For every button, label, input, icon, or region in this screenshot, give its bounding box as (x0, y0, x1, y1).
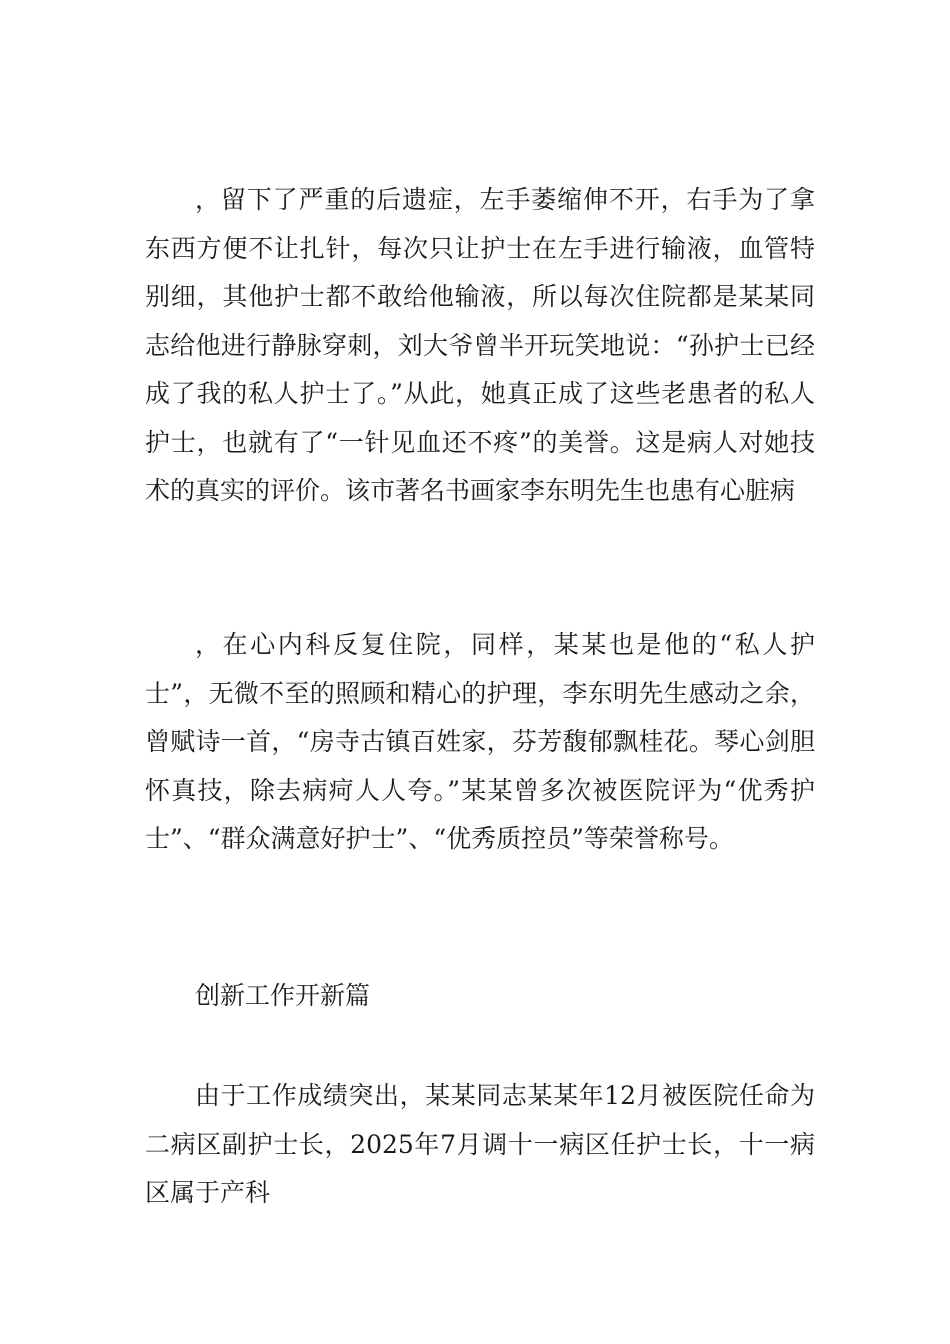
body-paragraph: ，在心内科反复住院，同样，某某也是他的“私人护士”，无微不至的照顾和精心的护理，李东明先生感动之余，曾赋诗一首，“房寺古镇百姓家，芬芳馥郁飘桂花。琴心剑胆怀真技，除去病疴人人夸。”某某曾多次被医院评为“优秀护士”、“群众满意好护士”、“优秀质控员”等荣誉称号。 (145, 630, 815, 853)
body-paragraph: 由于工作成绩突出，某某同志某某年12月被医院任命为二病区副护士长，2025年7月调十一病区任护士长，十一病区属于产科 (145, 1081, 815, 1207)
section-heading: 创新工作开新篇 (195, 981, 371, 1010)
body-paragraph: ，留下了严重的后遗症，左手萎缩伸不开，右手为了拿东西方便不让扎针，每次只让护士在左手进行输液，血管特别细，其他护士都不敢给他输液，所以每次住院都是某某同志给他进行静脉穿刺，刘大爷曾半开玩笑地说：“孙护士已经成了我的私人护士了。”从此，她真正成了这些老患者的私人护士，也就有了“一针见血还不疼”的美誉。这是病人对她技术的真实的评价。该市著名书画家李东明先生也患有心脏病 (145, 185, 815, 505)
